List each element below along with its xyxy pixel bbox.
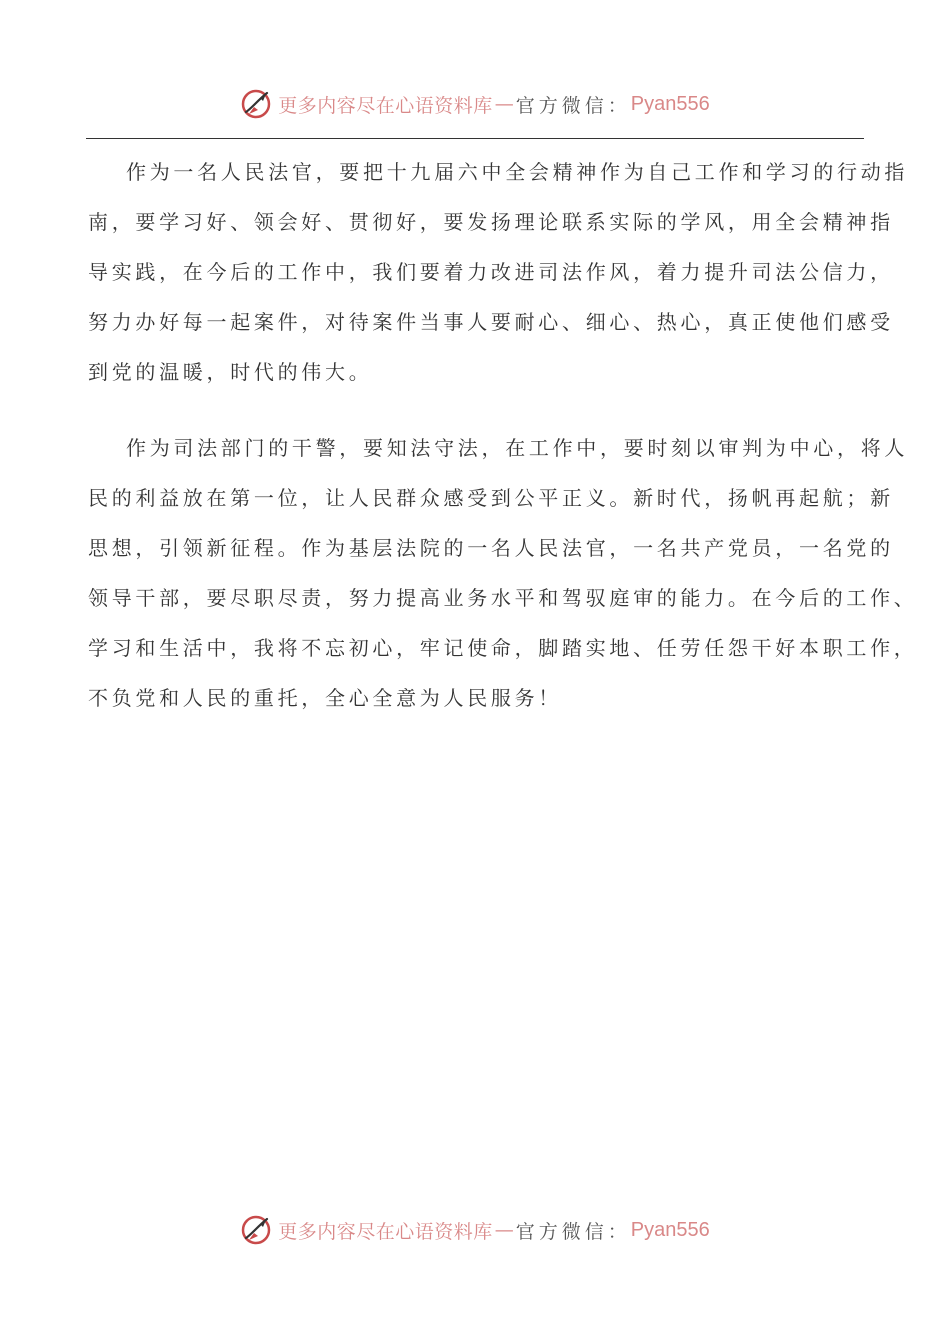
text-line: 导实践，在今后的工作中，我们要着力改进司法作风，着力提升司法公信力， (88, 260, 894, 284)
header-promo-text: 更多内容尽在心语资料库 (278, 94, 493, 117)
pen-logo-icon (240, 88, 272, 120)
text-line: 不负党和人民的重托，全心全意为人民服务！ (88, 686, 562, 710)
text-line: 作为司法部门的干警，要知法守法，在工作中，要时刻以审判为中心，将人 (126, 436, 909, 460)
text-line: 作为一名人民法官，要把十九届六中全会精神作为自己工作和学习的行动指 (126, 160, 909, 184)
header-banner (0, 84, 950, 124)
footer-separator: — (494, 1219, 514, 1241)
footer-banner (0, 1210, 950, 1250)
header-wechat-label: 官方微信： (515, 94, 631, 117)
document-body (88, 147, 918, 723)
paragraph-2 (88, 423, 918, 723)
text-line: 学习和生活中，我将不忘初心，牢记使命，脚踏实地、任劳任怨干好本职工作， (88, 636, 918, 660)
text-line: 民的利益放在第一位，让人民群众感受到公平正义。新时代，扬帆再起航；新 (88, 486, 894, 510)
text-line: 南，要学习好、领会好、贯彻好，要发扬理论联系实际的学风，用全会精神指 (88, 210, 894, 234)
header-wechat-id: Pyan556 (630, 92, 710, 115)
text-line: 领导干部，要尽职尽责，努力提高业务水平和驾驭庭审的能力。在今后的工作、 (88, 586, 918, 610)
text-line: 努力办好每一起案件，对待案件当事人要耐心、细心、热心，真正使他们感受 (88, 310, 894, 334)
header-divider (86, 138, 864, 139)
footer-promo-text: 更多内容尽在心语资料库 (278, 1220, 493, 1243)
footer-wechat-label: 官方微信： (515, 1220, 631, 1243)
text-line: 思想，引领新征程。作为基层法院的一名人民法官，一名共产党员，一名党的 (88, 536, 894, 560)
text-line: 到党的温暖，时代的伟大。 (88, 360, 373, 384)
header-separator: — (494, 93, 514, 115)
paragraph-1 (88, 147, 909, 397)
pen-logo-icon (240, 1214, 272, 1246)
paragraph-spacer (88, 397, 866, 423)
footer-wechat-id: Pyan556 (630, 1218, 710, 1241)
